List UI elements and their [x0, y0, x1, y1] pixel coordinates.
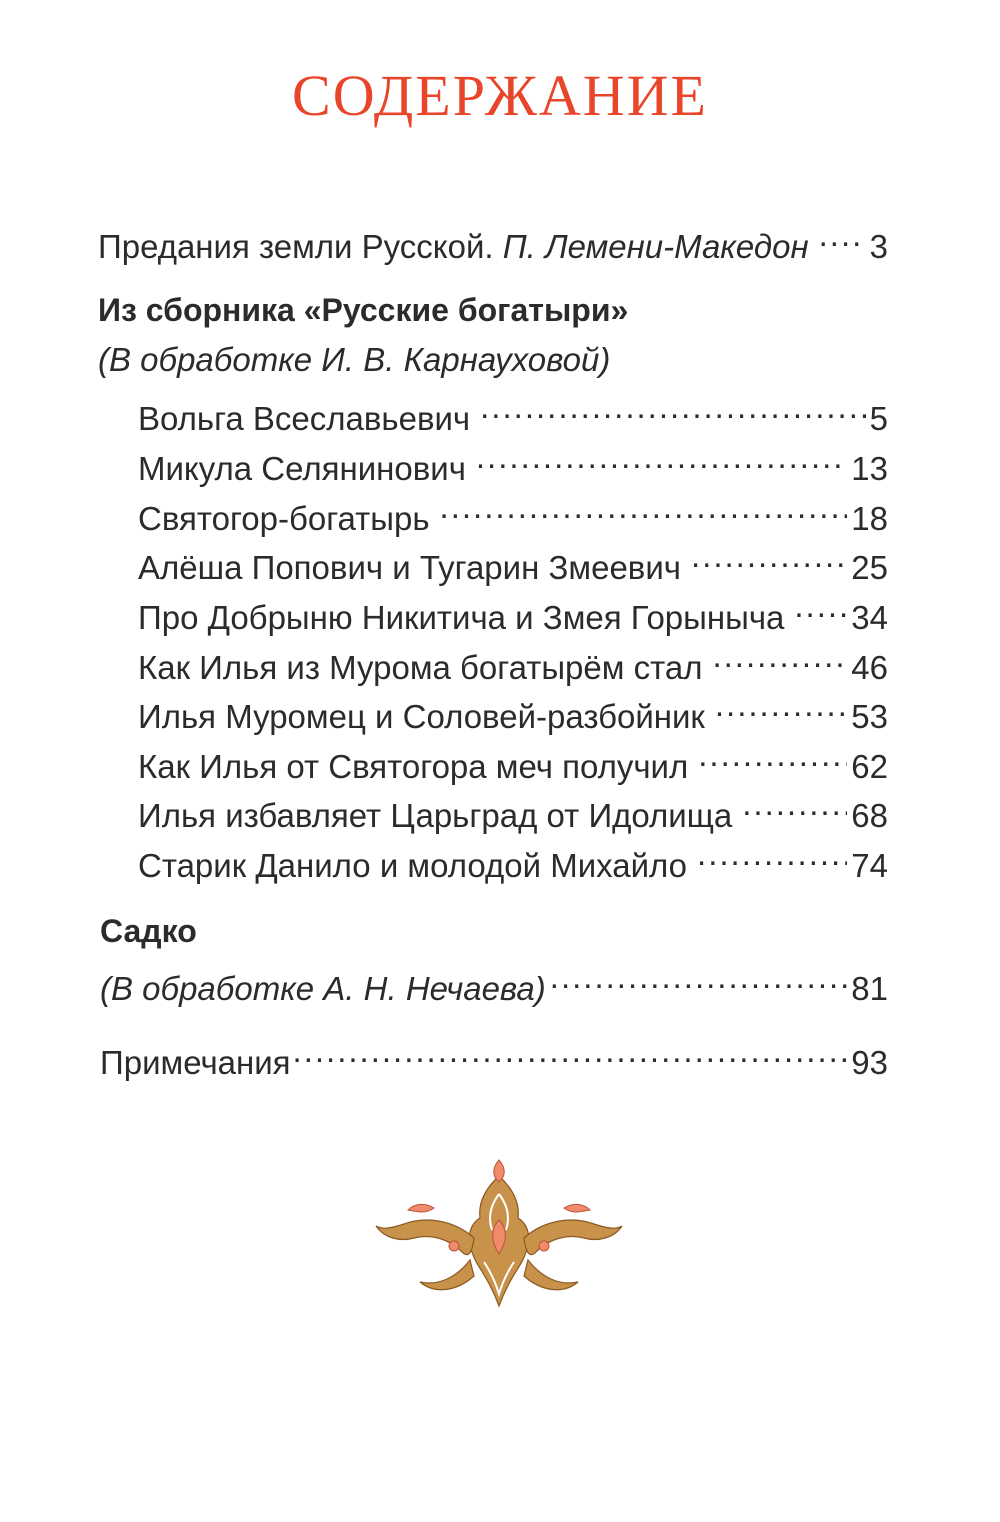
leader-dots: [697, 837, 847, 877]
toc-entry[interactable]: [138, 688, 888, 735]
leader-dots: [712, 639, 847, 679]
leader-dots: [476, 440, 847, 480]
page-number: 25: [851, 549, 888, 586]
entry-title: (В обработке А. Н. Нечаева): [100, 970, 546, 1007]
toc-entry[interactable]: [138, 539, 888, 586]
toc-entry[interactable]: [138, 390, 888, 437]
page-number: 53: [851, 698, 888, 735]
section-subtitle: (В обработке И. В. Карнауховой): [98, 341, 611, 378]
decorative-ornament-icon: [374, 1158, 624, 1318]
toc-entry-sadko[interactable]: [100, 960, 888, 1007]
entry-title: Предания земли Русской.: [98, 228, 494, 265]
entry-title: Про Добрыню Никитича и Змея Горыныча: [138, 599, 785, 636]
page-number: 68: [851, 797, 888, 834]
leader-dots: [480, 390, 866, 430]
toc-entry-notes[interactable]: [100, 1034, 888, 1081]
entry-title: Микула Селянинович: [138, 450, 466, 487]
toc-entry[interactable]: [138, 589, 888, 636]
entry-author: П. Лемени-Македон: [502, 228, 809, 265]
leader-dots: [691, 539, 847, 579]
entry-title: Святогор-богатырь: [138, 500, 430, 537]
toc-entry[interactable]: [138, 738, 888, 785]
page-number: 74: [851, 847, 888, 884]
entry-title: Как Илья из Мурома богатырём стал: [138, 649, 703, 686]
leader-dots: [715, 688, 847, 728]
leader-dots: [794, 589, 847, 629]
leader-dots: [293, 1034, 848, 1074]
leader-dots: [550, 960, 848, 1000]
toc-entry[interactable]: [138, 490, 888, 537]
toc-entry[interactable]: [138, 639, 888, 686]
entry-title: Илья избавляет Царьград от Идолища: [138, 797, 733, 834]
entry-title: Илья Муромец и Соловей-разбойник: [138, 698, 705, 735]
page-number: 81: [851, 970, 888, 1007]
page-title: СОДЕРЖАНИЕ: [292, 63, 708, 128]
section-heading: Из сборника «Русские богатыри»: [98, 292, 629, 328]
entry-title: Примечания: [100, 1044, 291, 1081]
toc-entry[interactable]: [138, 440, 888, 487]
entry-title: Старик Данило и молодой Михайло: [138, 847, 688, 884]
leader-dots: [742, 787, 847, 827]
toc-entry[interactable]: [138, 787, 888, 834]
entry-title: Вольга Всеславьевич: [138, 400, 471, 437]
leader-dots: [819, 218, 866, 258]
toc-entry[interactable]: [138, 837, 888, 884]
toc-entry-intro[interactable]: [98, 218, 888, 265]
page-number: 93: [851, 1044, 888, 1081]
page-number: 62: [851, 748, 888, 785]
leader-dots: [698, 738, 847, 778]
entry-title: Алёша Попович и Тугарин Змеевич: [138, 549, 681, 586]
page-number: 13: [851, 450, 888, 487]
section-heading: Садко: [100, 913, 197, 949]
page-number: 18: [851, 500, 888, 537]
page-number: 3: [869, 228, 888, 265]
leader-dots: [440, 490, 848, 530]
page-number: 34: [851, 599, 888, 636]
page-number: 46: [851, 649, 888, 686]
entry-title: Как Илья от Святогора меч получил: [138, 748, 689, 785]
page-number: 5: [869, 400, 888, 437]
